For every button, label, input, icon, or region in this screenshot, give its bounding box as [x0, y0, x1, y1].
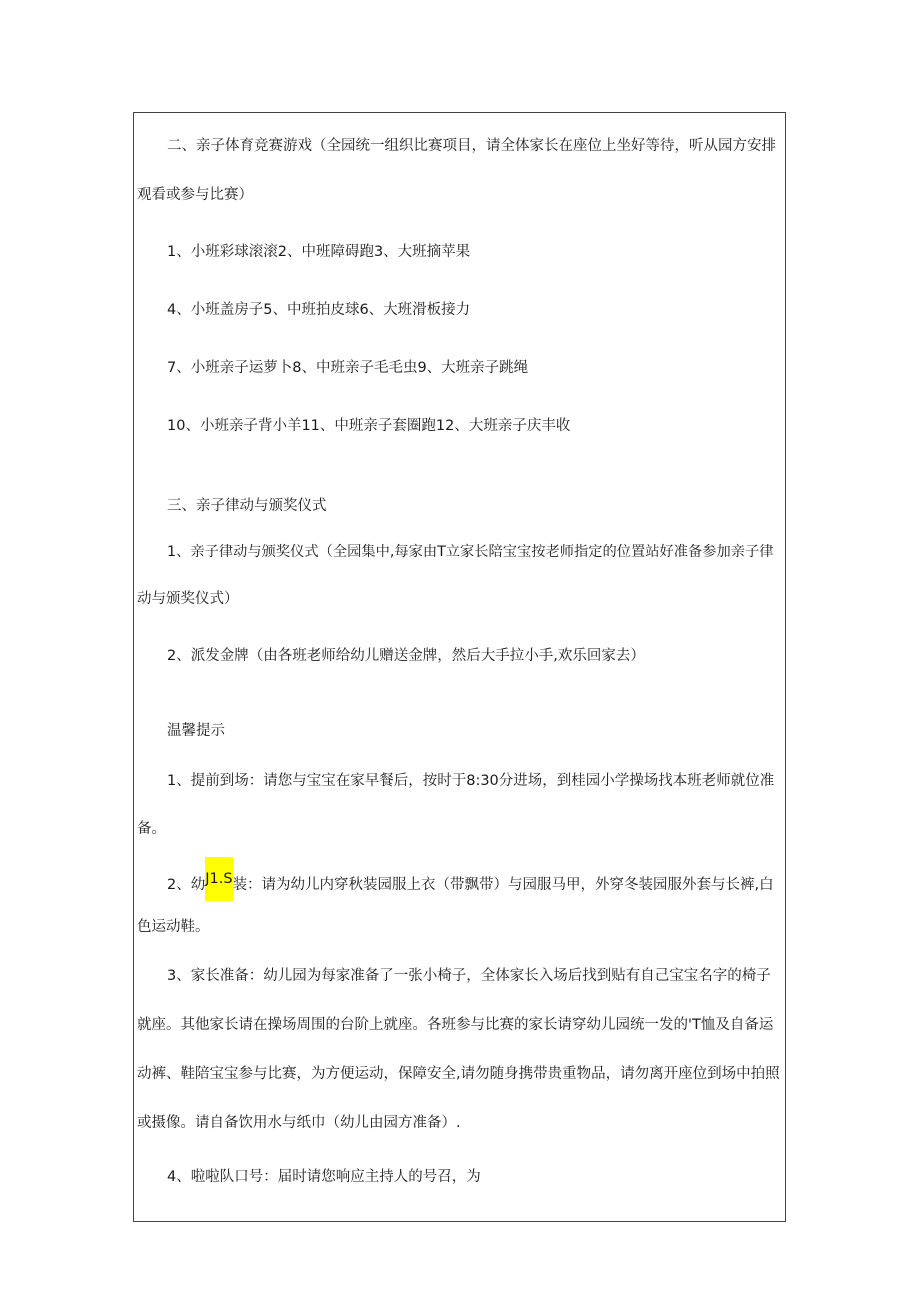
tip2-highlight: J1.S: [205, 857, 232, 901]
tips-heading: 温馨提示: [167, 723, 225, 739]
section2-item-4: 10、小班亲子背小羊11、中班亲子套圈跑12、大班亲子庆丰收: [167, 418, 571, 434]
section2-item-1: 1、小班彩球滚滚2、中班障碍跑3、大班摘苹果: [167, 244, 471, 260]
section3-item1-line1: 1、亲子律动与颁奖仪式（全园集中,每家由T立家长陪宝宝按老师指定的位置站好准备参加亲子律: [167, 544, 774, 560]
tip3-line1: 3、家长准备：幼儿园为每家准备了一张小椅子，全体家长入场后找到贴有自己宝宝名字的椅子: [167, 968, 771, 984]
tip2-line2: 色运动鞋。: [137, 919, 210, 935]
tip3-line3: 动裤、鞋陪宝宝参与比赛，为方便运动，保障安全,请勿随身携带贵重物品，请勿离开座位到场中拍照: [137, 1066, 780, 1082]
tip3-line2: 就座。其他家长请在操场周围的台阶上就座。各班参与比赛的家长请穿幼儿园统一发的'T恤及自备运: [137, 1017, 774, 1033]
tip2-line1: [137, 869, 782, 901]
section2-heading-line1: 二、亲子体育竞赛游戏（全园统一组织比赛项目，请全体家长在座位上坐好等待，听从园方安排: [167, 138, 776, 154]
section2-item-3: 7、小班亲子运萝卜8、中班亲子毛毛虫9、大班亲子跳绳: [167, 360, 529, 376]
document-frame: [133, 112, 786, 1222]
tip1-line1: 1、提前到场：请您与宝宝在家早餐后，按时于8:30分进场，到桂园小学操场找本班老师就位准: [167, 773, 775, 789]
section3-heading: 三、亲子律动与颁奖仪式: [167, 498, 327, 514]
tip3-line4: 或摄像。请自备饮用水与纸巾（幼儿由园方准备）.: [137, 1115, 461, 1131]
section3-item2: 2、派发金牌（由各班老师给幼儿赠送金牌，然后大手拉小手,欢乐回家去）: [167, 648, 645, 664]
tip2-prefix: 2、幼: [167, 877, 206, 893]
section2-item-2: 4、小班盖房子5、中班拍皮球6、大班滑板接力: [167, 302, 471, 318]
section2-heading-line2: 观看或参与比赛）: [137, 187, 253, 203]
tip2-suffix: 装：请为幼儿内穿秋装园服上衣（带飘带）与园服马甲，外穿冬装园服外套与长裤,白: [232, 877, 774, 893]
tip1-line2: 备。: [137, 821, 166, 837]
section3-item1-line2: 动与颁奖仪式）: [137, 591, 239, 607]
tip4-line1: 4、啦啦队口号：届时请您响应主持人的号召，为: [167, 1169, 481, 1185]
